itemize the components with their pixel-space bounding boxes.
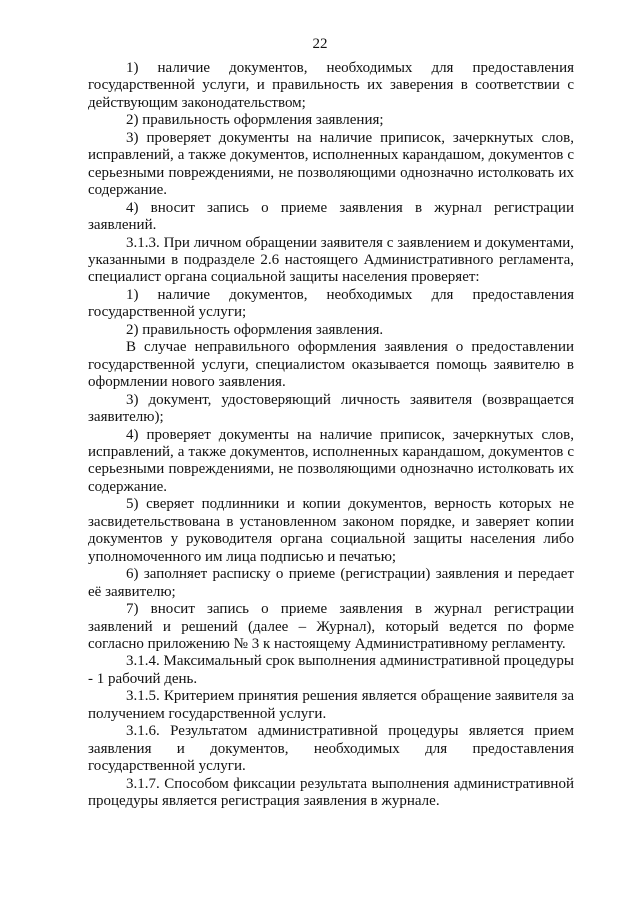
paragraph: 5) сверяет подлинники и копии документов, верность которых не засвидетельствована в установленном законом порядке, и заверяет копии документов у руководителя органа социальной защиты населения либо уполномоченного им лица подписью и печатью;	[88, 496, 574, 565]
paragraph: 3.1.4. Максимальный срок выполнения административной процедуры - 1 рабочий день.	[88, 653, 574, 687]
paragraph: 3) документ, удостоверяющий личность заявителя (возвращается заявителю);	[88, 391, 574, 426]
document-body	[88, 60, 574, 810]
paragraph: 4) проверяет документы на наличие приписок, зачеркнутых слов, исправлений, а также документов, исполненных карандашом, документов с серьезными повреждениями, не позволяющими однозначно истолковать их содержание.	[88, 426, 574, 495]
paragraph: 3.1.6. Результатом административной процедуры является прием заявления и документов, необходимых для предоставления государственной услуги.	[88, 723, 574, 775]
paragraph: 6) заполняет расписку о приеме (регистрации) заявления и передает её заявителю;	[88, 566, 574, 600]
paragraph: 7) вносит запись о приеме заявления в журнал регистрации заявлений и решений (далее – Журнал), который ведется по форме согласно приложению № 3 к настоящему Административному регламенту.	[88, 601, 574, 652]
paragraph: 3) проверяет документы на наличие приписок, зачеркнутых слов, исправлений, а также документов, исполненных карандашом, документов с серьезными повреждениями, не позволяющими однозначно истолковать их содержание.	[88, 129, 574, 199]
paragraph: 3.1.7. Способом фиксации результата выполнения административной процедуры является регистрация заявления в журнале.	[88, 775, 574, 810]
paragraph: 2) правильность оформления заявления;	[126, 112, 384, 129]
paragraph: 2) правильность оформления заявления.	[126, 321, 384, 338]
paragraph: 3.1.3. При личном обращении заявителя с заявлением и документами, указанными в подразделе 2.6 настоящего Административного регламента, специалист органа социальной защиты населения проверяет:	[88, 234, 574, 286]
paragraph: 3.1.5. Критерием принятия решения является обращение заявителя за получением государственной услуги.	[88, 688, 574, 722]
paragraph: 1) наличие документов, необходимых для предоставления государственной услуги;	[88, 286, 574, 321]
page-number: 22	[312, 36, 328, 52]
paragraph: 4) вносит запись о приеме заявления в журнал регистрации заявлений.	[88, 199, 574, 234]
paragraph: 1) наличие документов, необходимых для предоставления государственной услуги, и правильность их заверения в соответствии с действующим законодательством;	[88, 60, 574, 111]
paragraph: В случае неправильного оформления заявления о предоставлении государственной услуги, специалистом оказывается помощь заявителю в оформлении нового заявления.	[88, 339, 574, 391]
